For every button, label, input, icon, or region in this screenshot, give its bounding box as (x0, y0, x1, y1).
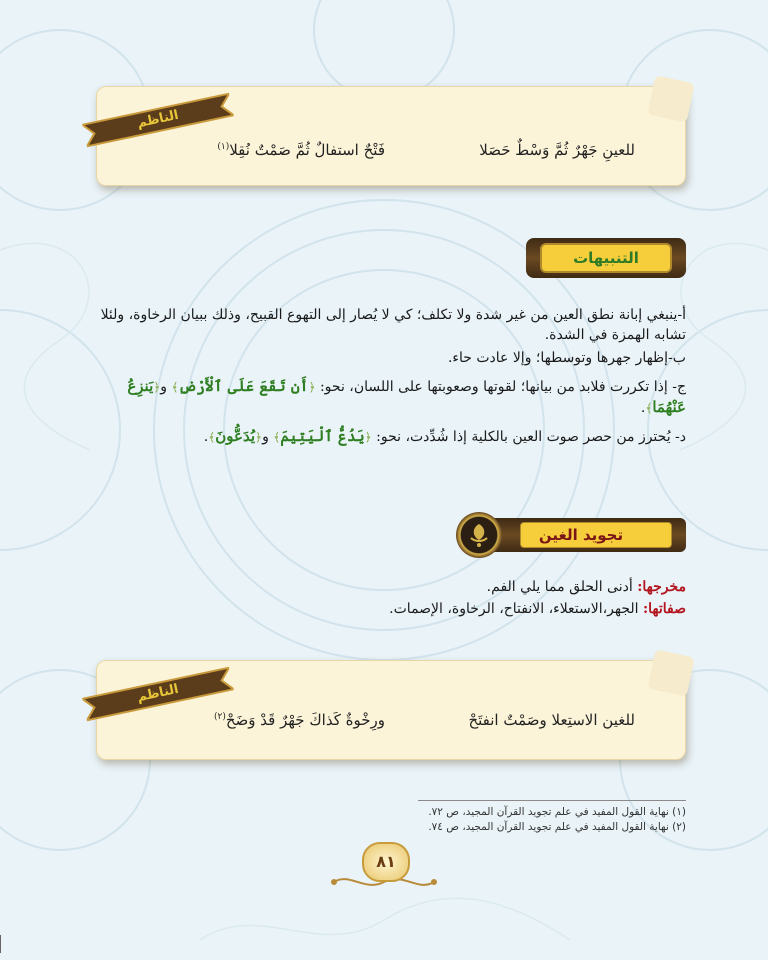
quran-bracket-open: ﴿ (255, 430, 263, 444)
medallion-flourish-icon (456, 512, 502, 558)
tanbih-a: أ-ينبغي إبانة نطق العين من غير شدة ولا تكلف؛ كي لا يُصار إلى التهوع القبيح، وذلك ببيان الرخاوة، ولئلا تشابه الهمزة في الشدة. (100, 307, 686, 343)
sifat-value: الجهر،الاستعلاء، الانفتاح، الرخاوة، الإصمات. (389, 601, 643, 617)
verse-text: فَتْحٌ استفالٌ ثُمَّ صَمْتٌ نُقِلا (229, 141, 385, 159)
section-heading-ghayn (456, 512, 686, 558)
makhraj-term: مخرجها: (637, 579, 686, 595)
tanbihat-list (80, 348, 686, 455)
makhraj-line (80, 576, 686, 598)
nazim-ribbon (82, 90, 235, 151)
makhraj-value: أدنى الحلق مما يلي الفم. (486, 579, 638, 595)
sifat-line (80, 598, 686, 620)
page-corner-ornament (647, 75, 694, 122)
quran-bracket-close: ﴾ (645, 401, 653, 415)
quran-bracket-close: ﴾ (171, 380, 179, 394)
ribbon-label: الناظم (135, 107, 180, 132)
section-title: تجويد الغين (538, 526, 624, 544)
quran-phrase: يُدَعُّونَ (215, 427, 256, 445)
footnote-1: (١) نهاية القول المفيد في علم تجويد القرآن المجيد، ص ٧٢. (428, 806, 686, 818)
conjunction: و (262, 429, 269, 445)
tanbih-d-lead: د- يُحترز من حصر صوت العين بالكلية إذا شُدِّدت، نحو: (376, 429, 686, 445)
verse-right-half: للعينِ جَهْرٌ ثُمَّ وَسْطٌ حَصَلا (479, 141, 635, 159)
conjunction: و (160, 379, 168, 395)
page-corner-ornament (647, 649, 694, 696)
verse-left-half (214, 711, 385, 729)
poem-box-1 (96, 86, 686, 186)
footnote-ref: (١) (217, 142, 230, 152)
verse-text: ورِخْوةٌ كَذاكَ جَهْرٌ قَدْ وَضَحْ (225, 711, 385, 729)
page-number: ٨١ (362, 842, 410, 882)
page-number-ornament (330, 842, 438, 898)
tanbih-d (80, 426, 686, 447)
sifat-term: صفاتها: (642, 601, 686, 617)
tanbih-b: ب-إظهار جهرها وتوسطها؛ وإلا عادت حاء. (447, 350, 686, 366)
tanbih-c-lead: ج- إذا تكررت فلابد من بيانها؛ لقوتها وصعوبتها على اللسان، نحو: (319, 379, 686, 395)
poem-box-2 (96, 660, 686, 760)
verse-left-half (217, 141, 385, 159)
ornament-medallion-icon (456, 512, 502, 558)
footnote-divider (418, 800, 686, 801)
tanbih-c (80, 376, 686, 418)
ghayn-definitions (80, 576, 686, 620)
nazim-ribbon (82, 664, 235, 725)
footnotes (300, 805, 686, 835)
footnote-ref: (٢) (213, 712, 226, 722)
quran-bracket-open: ﴿ (153, 380, 161, 394)
quran-phrase: يَنزِعُ عَنْهُمَا (127, 377, 686, 416)
quran-phrase: أَن تَقَعَ عَلَى ٱلْأَرْضِ (178, 377, 309, 395)
quran-bracket-close: ﴾ (208, 430, 216, 444)
section-title: التنبيهات (573, 249, 639, 267)
footnote-2: (٢) نهاية القول المفيد في علم تجويد القرآن المجيد، ص ٧٤. (428, 821, 686, 833)
full-stop: . (640, 400, 646, 416)
quran-bracket-close: ﴾ (273, 430, 281, 444)
verse-right-half: للغين الاستِعلا وصَمْتٌ انفتَحْ (468, 711, 635, 729)
quran-phrase: يَدُعُّ ٱلْيَتِيمَ (280, 427, 365, 445)
quran-bracket-open: ﴿ (308, 380, 316, 394)
quran-bracket-open: ﴿ (364, 430, 372, 444)
ribbon-label: الناظم (135, 681, 180, 706)
crop-mark (0, 935, 9, 953)
full-stop: . (203, 429, 209, 445)
section-heading-tanbihat (526, 238, 686, 278)
